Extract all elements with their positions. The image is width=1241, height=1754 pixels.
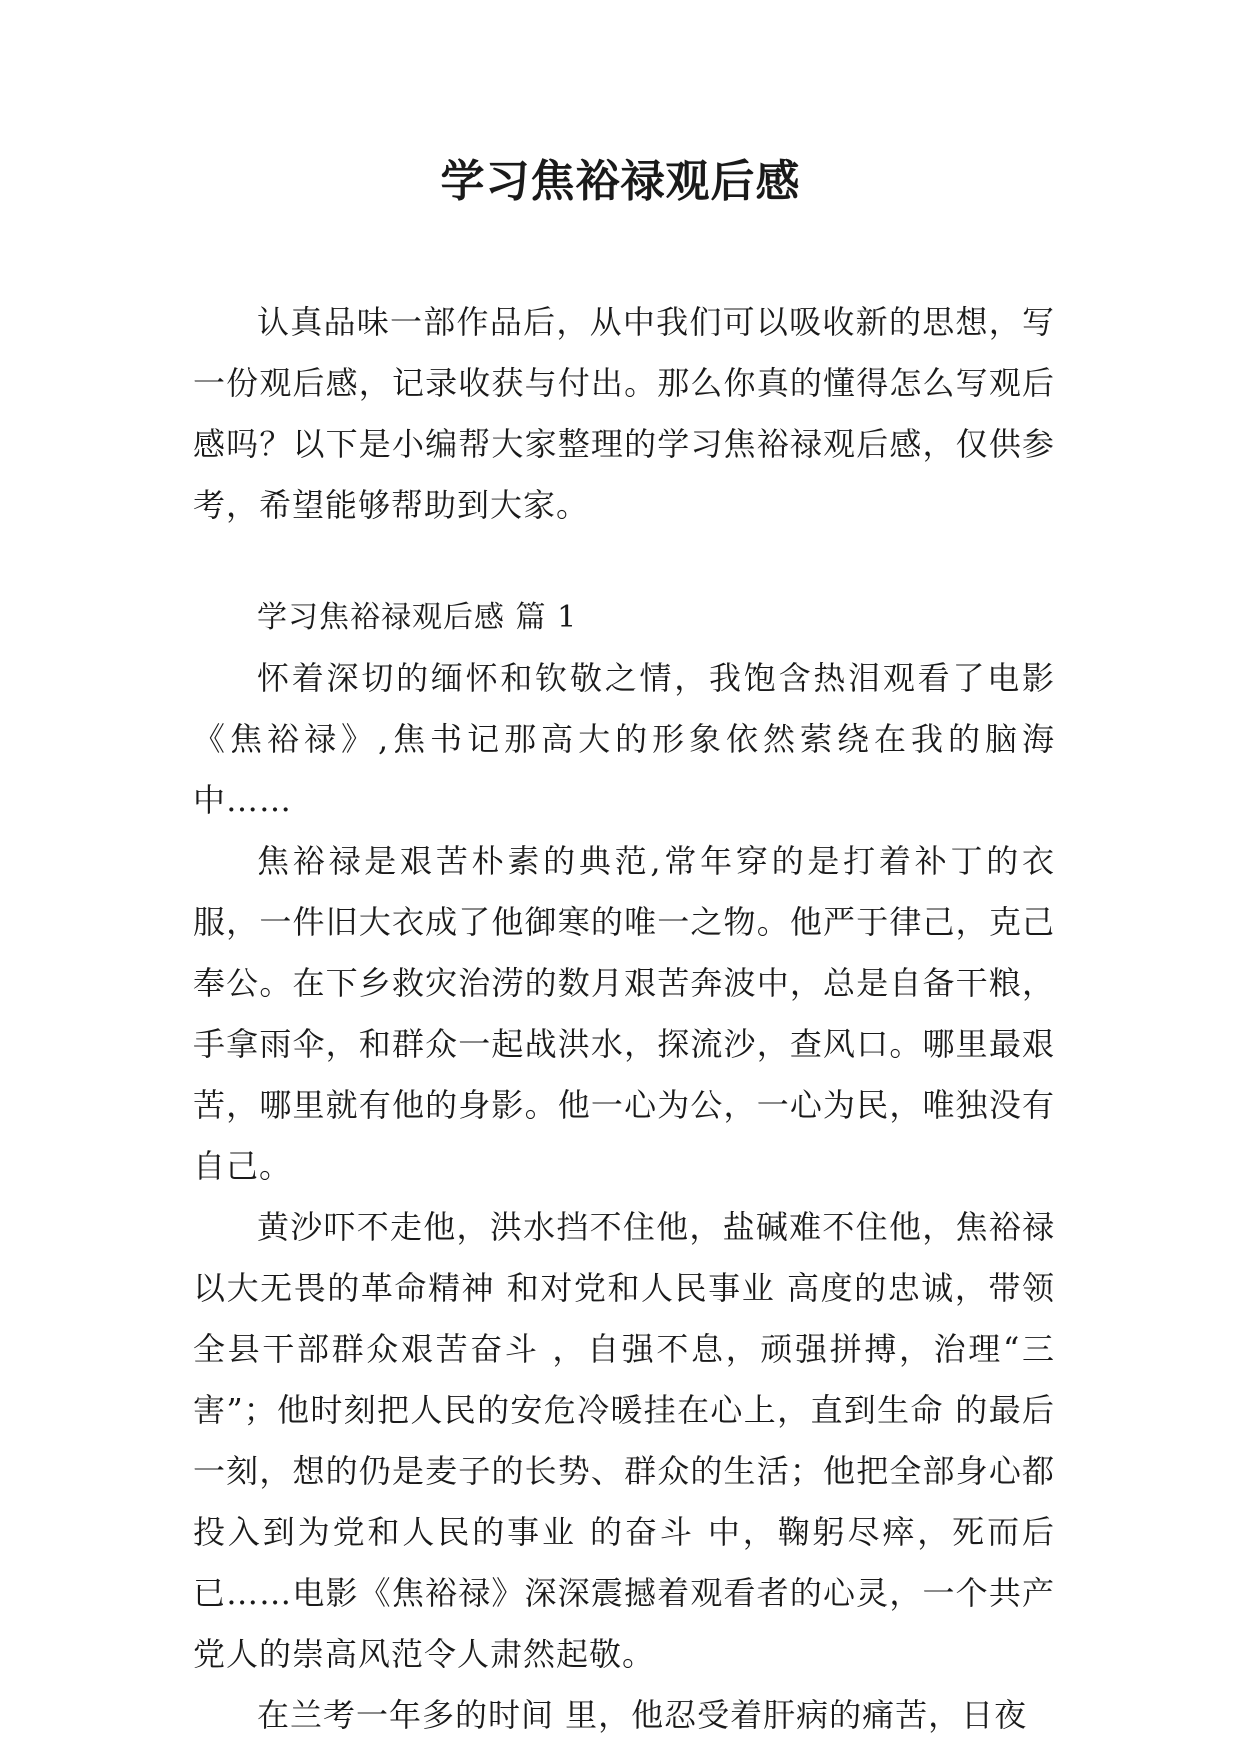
body-paragraph-2: 焦裕禄是艰苦朴素的典范,常年穿的是打着补丁的衣服，一件旧大衣成了他御寒的唯一之物。他严于律己，克己奉公。在下乡救灾治涝的数月艰苦奔波中，总是自备干粮，手拿雨伞，和群众一起战洪水，探流沙，查风口。哪里最艰苦，哪里就有他的身影。他一心为公，一心为民，唯独没有自己。: [193, 842, 1055, 1185]
document-body: [193, 292, 1055, 1746]
body-paragraph-3: 黄沙吓不走他，洪水挡不住他，盐碱难不住他，焦裕禄以大无畏的革命精神 和对党和人民事业 高度的忠诚，带领全县干部群众艰苦奋斗 ，自强不息，顽强拼搏，治理“三害”；他时刻把人民的安危冷暖挂在心上，直到生命 的最后一刻，想的仍是麦子的长势、群众的生活；他把全部身心都投入到为党和人民的事业 的奋斗 中，鞠躬尽瘁，死而后已……电影《焦裕禄》深深震撼着观看者的心灵，一个共产党人的崇高风范令人肃然起敬。: [193, 1208, 1055, 1673]
intro-paragraph: 认真品味一部作品后，从中我们可以吸收新的思想，写一份观后感，记录收获与付出。那么你真的懂得怎么写观后感吗？以下是小编帮大家整理的学习焦裕禄观后感，仅供参考，希望能够帮助到大家。: [193, 303, 1055, 524]
section-heading: 学习焦裕禄观后感 篇 1: [257, 600, 578, 635]
document-title: 学习焦裕禄观后感: [440, 156, 801, 207]
body-paragraph-4: 在兰考一年多的时间 里，他忍受着肝病的痛苦，日夜: [257, 1696, 1028, 1734]
body-paragraph-1: 怀着深切的缅怀和钦敬之情，我饱含热泪观看了电影《焦裕禄》,焦书记那高大的形象依然萦绕在我的脑海中……: [193, 659, 1055, 819]
